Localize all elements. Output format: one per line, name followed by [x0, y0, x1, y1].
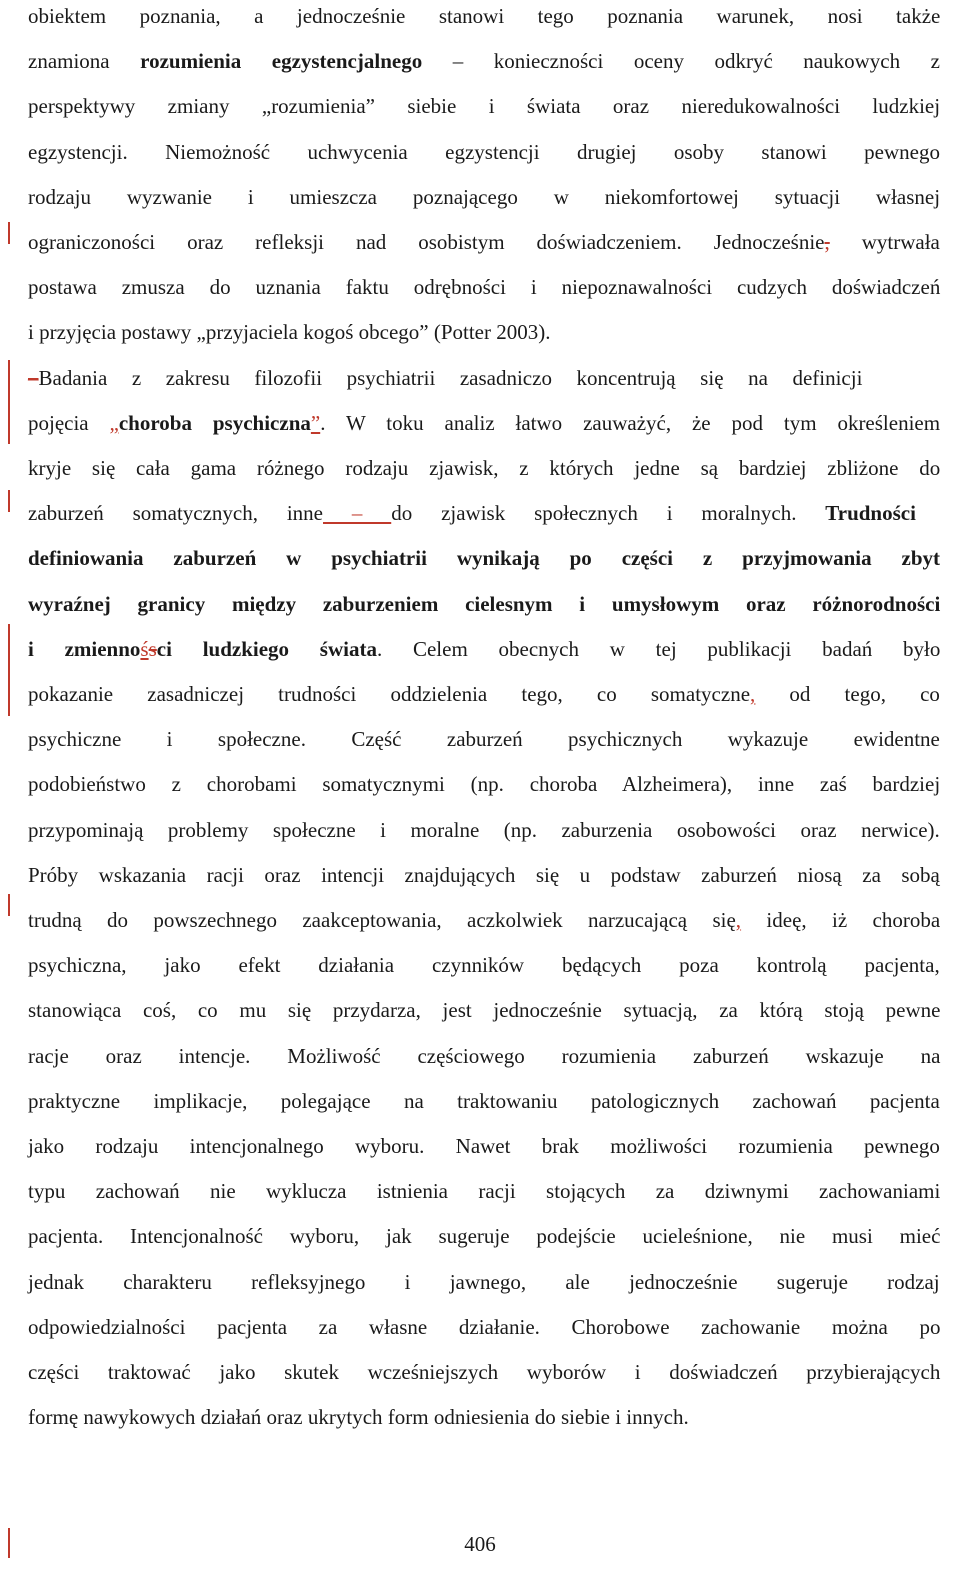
text-run: znamiona [28, 49, 141, 74]
text-line [28, 1177, 940, 1205]
text-run: typu zachowań nie wyklucza istnienia racji stojących za dziwnymi zachowaniami [28, 1179, 941, 1204]
bold-text: choroba psychiczna [118, 410, 311, 435]
deleted-revision: , [824, 230, 830, 254]
text-run: podobieństwo z chorobami somatycznymi (np. choroba Alzheimera), inne zaś bardziej [28, 772, 941, 797]
text-line [28, 228, 940, 256]
text-line [28, 273, 940, 301]
text-line [28, 1087, 940, 1115]
text-run: od tego, co [755, 682, 940, 706]
text-run: do zjawisk społecznych i moralnych. [391, 501, 826, 526]
text-run: postawa zmusza do uznania faktu odrębności i niepoznawalności cudzych doświadczeń [28, 275, 941, 300]
text-run: przypominają problemy społeczne i moralne (np. zaburzenia osobowości oraz nerwice). [28, 817, 940, 842]
inserted-revision: ” [310, 410, 321, 435]
bold-text: definiowania zaburzeń w psychiatrii wynikają po części z przyjmowania zbyt [28, 546, 941, 571]
text-run: Badania z zakresu filozofii psychiatrii zasadniczo koncentrują się na definicji [38, 365, 863, 390]
text-run: . W toku analiz łatwo zauważyć, że pod tym określeniem [320, 410, 941, 435]
text-run: pokazanie zasadniczej trudności oddzielenia tego, co somatyczne [28, 682, 751, 706]
text-run: perspektywy zmiany „rozumienia” siebie i świata oraz nieredukowalności ludzkiej [28, 94, 941, 119]
text-run: wytrwała [829, 230, 940, 254]
text-line [28, 1042, 940, 1070]
text-line [28, 816, 940, 844]
text-line [28, 1132, 940, 1160]
text-run: pacjenta. Intencjonalność wyboru, jak sugeruje podejście ucieleśnione, nie musi mieć [28, 1224, 941, 1249]
text-line [28, 861, 940, 889]
text-run: jednak charakteru refleksyjnego i jawnego, ale jednocześnie sugeruje rodzaj [28, 1269, 940, 1294]
text-run: obiektem poznania, a jednocześnie stanowi tego poznania warunek, nosi także [28, 4, 941, 28]
text-line [28, 725, 940, 753]
text-line [28, 1268, 940, 1296]
inserted-revision: ś [140, 636, 149, 661]
text-run: kryje się cała gama różnego rodzaju zjawisk, z których jedne są bardziej zbliżone do [28, 456, 941, 480]
text-line [28, 92, 940, 120]
text-run: rodzaju wyzwanie i umieszcza poznającego w niekomfortowej sytuacji własnej [28, 184, 941, 209]
text-line [28, 454, 940, 482]
text-run: trudną do powszechnego zaakceptowania, aczkolwiek narzucającą się [28, 908, 736, 932]
text-line [28, 1313, 940, 1341]
text-line [28, 635, 940, 663]
inserted-revision: , [750, 682, 756, 706]
text-line [28, 409, 940, 437]
text-run: egzystencji. Niemożność uchwycenia egzystencji drugiej osoby stanowi pewnego [28, 139, 940, 164]
change-bar [8, 360, 10, 444]
text-line [28, 138, 940, 166]
bold-text: Trudności [825, 501, 916, 526]
text-line [28, 183, 940, 211]
bold-text: wyraźnej granicy między zaburzeniem cielesnym i umysłowym oraz różnorodności [28, 591, 941, 616]
text-run: – konieczności oceny odkryć naukowych z [422, 49, 940, 74]
inserted-revision: – [323, 501, 392, 526]
text-line [28, 951, 940, 979]
text-run: zaburzeń somatycznych, inne [28, 501, 324, 526]
text-line [28, 318, 550, 346]
text-line [28, 1358, 940, 1386]
text-run: racje oraz intencje. Możliwość częściowego rozumienia zaburzeń wskazuje na [28, 1043, 941, 1068]
inserted-revision: , [735, 908, 742, 932]
text-line [28, 1403, 689, 1431]
deleted-revision: – [28, 365, 39, 390]
change-bar [8, 624, 10, 716]
text-line [28, 544, 940, 572]
text-run: psychiczne i społeczne. Część zaburzeń psychicznych wykazuje ewidentne [28, 727, 940, 752]
text-line [28, 590, 940, 618]
text-line [28, 47, 940, 75]
text-line [28, 770, 940, 798]
text-line [28, 364, 862, 392]
text-run: pojęcia [28, 410, 110, 435]
text-run: . Celem obecnych w tej publikacji badań było [376, 636, 941, 661]
text-line [28, 996, 940, 1024]
text-run: psychiczna, jako efekt działania czynników będących poza kontrolą pacjenta, [28, 953, 940, 978]
text-line [28, 680, 940, 708]
text-line [28, 2, 940, 30]
page-number: 406 [464, 1532, 496, 1556]
inserted-revision: „ [109, 410, 119, 435]
change-bar [8, 222, 10, 244]
text-run: praktyczne implikacje, polegające na traktowaniu patologicznych zachowań pacjenta [28, 1088, 940, 1113]
deleted-revision: s [148, 636, 157, 661]
text-run: części traktować jako skutek wcześniejszych wyborów i doświadczeń przybierających [28, 1360, 941, 1384]
text-run: stanowiąca coś, co mu się przydarza, jest jednocześnie sytuacją, za którą stoją pewne [28, 998, 941, 1023]
text-line [28, 906, 940, 934]
text-run: Próby wskazania racji oraz intencji znajdujących się u podstaw zaburzeń niosą za sobą [28, 862, 940, 887]
text-line [28, 499, 916, 527]
text-run: ograniczoności oraz refleksji nad osobistym doświadczeniem. Jednocześnie [28, 230, 825, 254]
text-run: jako rodzaju intencjonalnego wyboru. Nawet brak możliwości rozumienia pewnego [28, 1134, 940, 1158]
bold-text: i zmienno [28, 636, 141, 661]
text-run: odpowiedzialności pacjenta za własne działanie. Chorobowe zachowanie można po [28, 1314, 941, 1339]
text-line [28, 1222, 940, 1250]
bold-text: ci ludzkiego świata [156, 636, 377, 661]
text-run: formę nawykowych działań oraz ukrytych form odniesienia do siebie i innych. [28, 1405, 689, 1430]
bold-text: rozumienia egzystencjalnego [140, 49, 423, 74]
change-bar [8, 894, 10, 916]
text-run: ideę, iż choroba [741, 908, 941, 932]
change-bar [8, 490, 10, 512]
text-run: i przyjęcia postawy „przyjaciela kogoś obcego” (Potter 2003). [28, 320, 551, 345]
